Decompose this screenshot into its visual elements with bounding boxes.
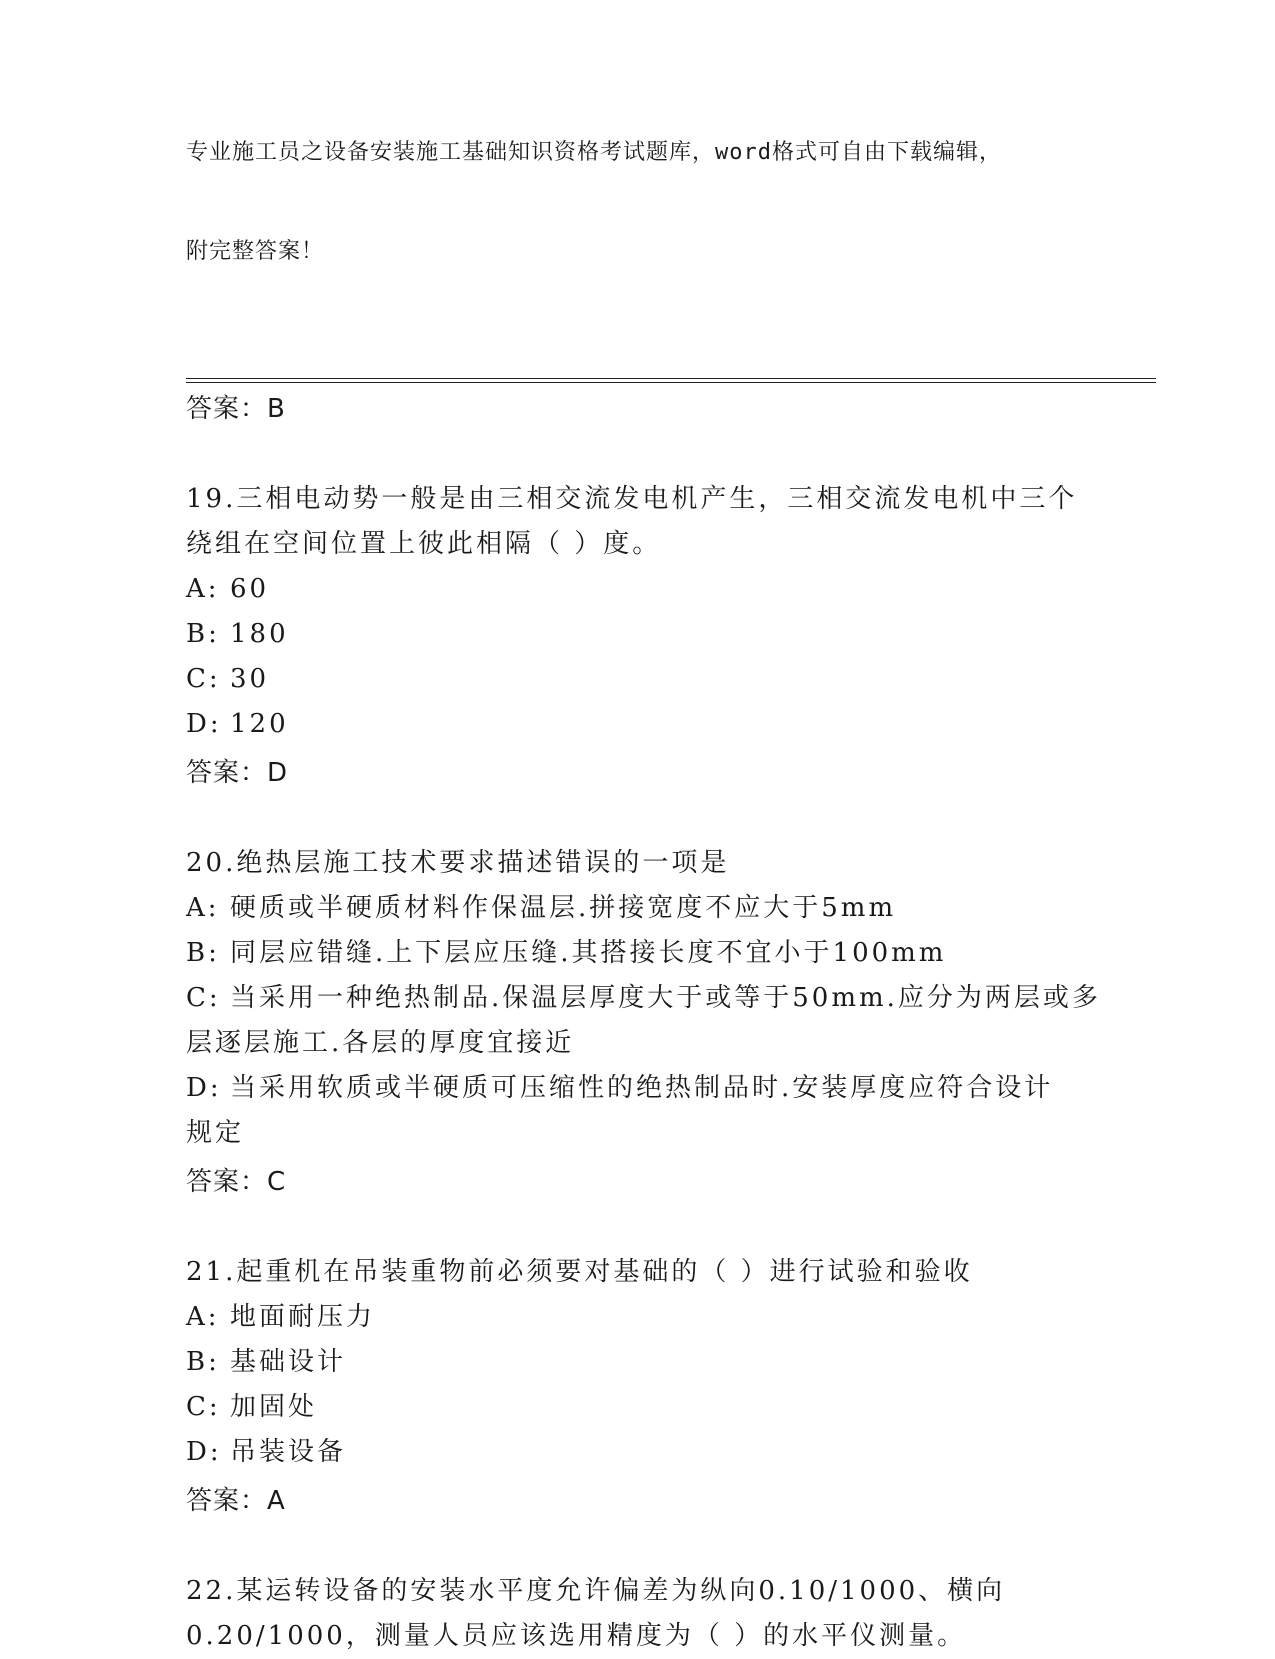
option-text: 当采用软质或半硬质可压缩性的绝热制品时.安装厚度应符合设计 (230, 1073, 1054, 1103)
option-c-cont: 层逐层施工.各层的厚度宜接近 (186, 1028, 575, 1058)
option-text: 地面耐压力 (230, 1302, 376, 1332)
question-21 (186, 1250, 1156, 1523)
option-b (186, 931, 1156, 976)
option-text: 180 (230, 619, 289, 649)
question-stem: 20.绝热层施工技术要求描述错误的一项是 (186, 848, 730, 878)
option-a (186, 886, 1156, 931)
answer: 答案：D (186, 758, 289, 788)
option-b (186, 1340, 1156, 1385)
document-header (186, 70, 1156, 334)
option-text: 硬质或半硬质材料作保温层.拼接宽度不应大于5mm (230, 893, 897, 923)
option-key: B: (186, 1347, 220, 1377)
option-d (186, 1430, 1156, 1475)
option-key: B: (186, 619, 220, 649)
option-key: B: (186, 938, 220, 968)
answer: 答案：A (186, 1486, 286, 1516)
answer-prev: 答案：B (186, 394, 286, 424)
answer: 答案：C (186, 1167, 287, 1197)
option-d-cont: 规定 (186, 1118, 245, 1148)
document-page (186, 70, 1156, 1659)
option-text: 120 (230, 709, 289, 739)
option-key: C: (186, 1392, 221, 1422)
option-text: 基础设计 (230, 1347, 347, 1377)
question-19 (186, 477, 1156, 795)
option-c (186, 976, 1156, 1021)
question-22 (186, 1569, 1156, 1659)
option-b (186, 612, 1156, 657)
option-d (186, 1066, 1156, 1111)
option-text: 吊装设备 (230, 1437, 347, 1467)
option-key: D: (186, 709, 222, 739)
option-key: C: (186, 983, 221, 1013)
option-text: 当采用一种绝热制品.保温层厚度大于或等于50mm.应分为两层或多 (230, 983, 1101, 1013)
question-stem-cont: 0.20/1000，测量人员应该选用精度为（ ）的水平仪测量。 (186, 1621, 967, 1651)
option-text: 30 (230, 664, 270, 694)
option-key: A: (186, 574, 220, 604)
question-stem: 19.三相电动势一般是由三相交流发电机产生，三相交流发电机中三个 (186, 484, 1078, 514)
option-a (186, 567, 1156, 612)
option-text: 同层应错缝.上下层应压缝.其搭接长度不宜小于100mm (230, 938, 947, 968)
option-a (186, 1295, 1156, 1340)
question-20 (186, 841, 1156, 1204)
option-key: A: (186, 1302, 220, 1332)
option-text: 加固处 (230, 1392, 318, 1422)
option-key: D: (186, 1437, 222, 1467)
option-text: 60 (230, 574, 270, 604)
option-key: D: (186, 1073, 222, 1103)
header-divider (186, 378, 1156, 383)
option-c (186, 1385, 1156, 1430)
header-line-2: 附完整答案！ (186, 239, 325, 264)
option-d (186, 702, 1156, 747)
header-line-1: 专业施工员之设备安装施工基础知识资格考试题库，word格式可自由下载编辑， (186, 140, 1002, 165)
question-stem: 22.某运转设备的安装水平度允许偏差为纵向0.10/1000、横向 (186, 1576, 1006, 1606)
option-key: C: (186, 664, 221, 694)
option-c (186, 657, 1156, 702)
question-stem: 21.起重机在吊装重物前必须要对基础的（ ）进行试验和验收 (186, 1257, 973, 1287)
question-stem-cont: 绕组在空间位置上彼此相隔（ ）度。 (186, 529, 662, 559)
option-key: A: (186, 893, 220, 923)
